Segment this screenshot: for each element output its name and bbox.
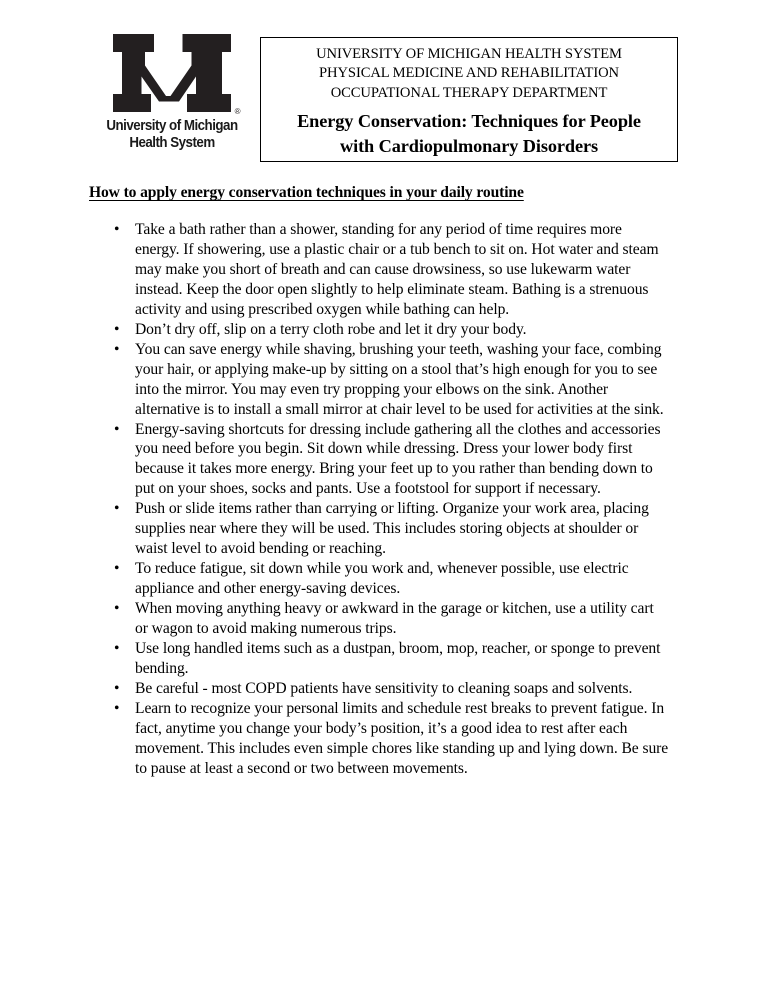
list-item-text: Push or slide items rather than carrying or lifting. Organize your work area, placing supplies near where they will be used. This includes storing objects at shoulder or waist level to avoid bending or reaching. [135,500,649,558]
document-title-line-2: with Cardiopulmonary Disorders [339,136,599,157]
list-item-text: Energy-saving shortcuts for dressing include gathering all the clothes and accessories you need before you begin. Sit down while dressing. Dress your lower body first because it takes more energy. Bring your feet up to you rather than bending down to put on your shoes, socks and pants. Use a footstool for support if necessary. [135,420,661,498]
block-m-icon [110,32,235,114]
list-item [108,599,670,639]
document-masthead [0,32,768,167]
list-item-text: Learn to recognize your personal limits and schedule rest breaks to prevent fatigue. In fact, anytime you change your body’s position, it’s a good idea to rest after each movement. This includes even simple chores like standing up and lying down. Be sure to pause at least a second or two between movements. [135,699,669,777]
list-item [108,340,670,420]
bullet-icon: • [114,699,120,717]
title-box [260,37,678,162]
bullet-icon: • [114,221,120,238]
list-item-text: Don’t dry off, slip on a terry cloth robe and let it dry your body. [135,320,527,338]
list-item-text: When moving anything heavy or awkward in the garage or kitchen, use a utility cart or wagon to avoid making numerous trips. [135,600,654,638]
list-item [108,699,670,779]
department-line-3: OCCUPATIONAL THERAPY DEPARTMENT [330,84,608,101]
department-line-1: UNIVERSITY OF MICHIGAN HEALTH SYSTEM [316,46,622,62]
bullet-icon: • [114,340,120,358]
energy-conservation-tips-list [108,220,670,779]
list-item [108,679,670,699]
department-line-2: PHYSICAL MEDICINE AND REHABILITATION [319,65,619,82]
list-item-text: You can save energy while shaving, brushing your teeth, washing your face, combing your hair, or applying make-up by sitting on a stool that’s high enough for you to see into the mirror. You may even try propping your elbows on the sink. Another alternative is to install a small mirror at chair level to be used for activities at the sink. [135,340,664,418]
list-item [108,220,670,320]
list-item-text: Take a bath rather than a shower, standing for any period of time requires more energy. If showering, use a plastic chair or a tub bench to sit on. Hot water and steam may make you short of breath and can cause drowsiness, so use lukewarm water instead. Keep the door open slightly to help eliminate steam. Bathing is a strenuous activity and using prescribed oxygen while bathing can help. [135,221,659,318]
university-logo [92,32,252,152]
list-item [108,320,670,340]
logo-wordmark-line-2: Health System [129,135,215,151]
bullet-icon: • [114,600,120,618]
list-item-text: Be careful - most COPD patients have sensitivity to cleaning soaps and solvents. [135,679,633,697]
list-item [108,639,670,679]
bullet-icon: • [114,640,120,658]
bullet-icon: • [114,500,120,518]
list-item-text: To reduce fatigue, sit down while you work and, whenever possible, use electric appliance and other energy-saving devices. [135,560,629,598]
list-item [108,499,670,559]
block-m-logo-wrap [110,32,241,116]
registered-trademark-icon: ® [234,107,241,116]
bullet-icon: • [114,679,120,697]
document-title-line-1: Energy Conservation: Techniques for People [297,110,641,131]
bullet-icon: • [114,420,120,438]
list-item [108,420,670,500]
bullet-icon: • [114,320,120,338]
list-item [108,559,670,599]
section-heading: How to apply energy conservation techniques in your daily routine [89,184,524,201]
logo-wordmark-line-1: University of Michigan [106,118,238,134]
list-item-text: Use long handled items such as a dustpan, broom, mop, reacher, or sponge to prevent bending. [135,640,661,677]
logo-wordmark [98,118,245,152]
bullet-icon: • [114,560,120,578]
